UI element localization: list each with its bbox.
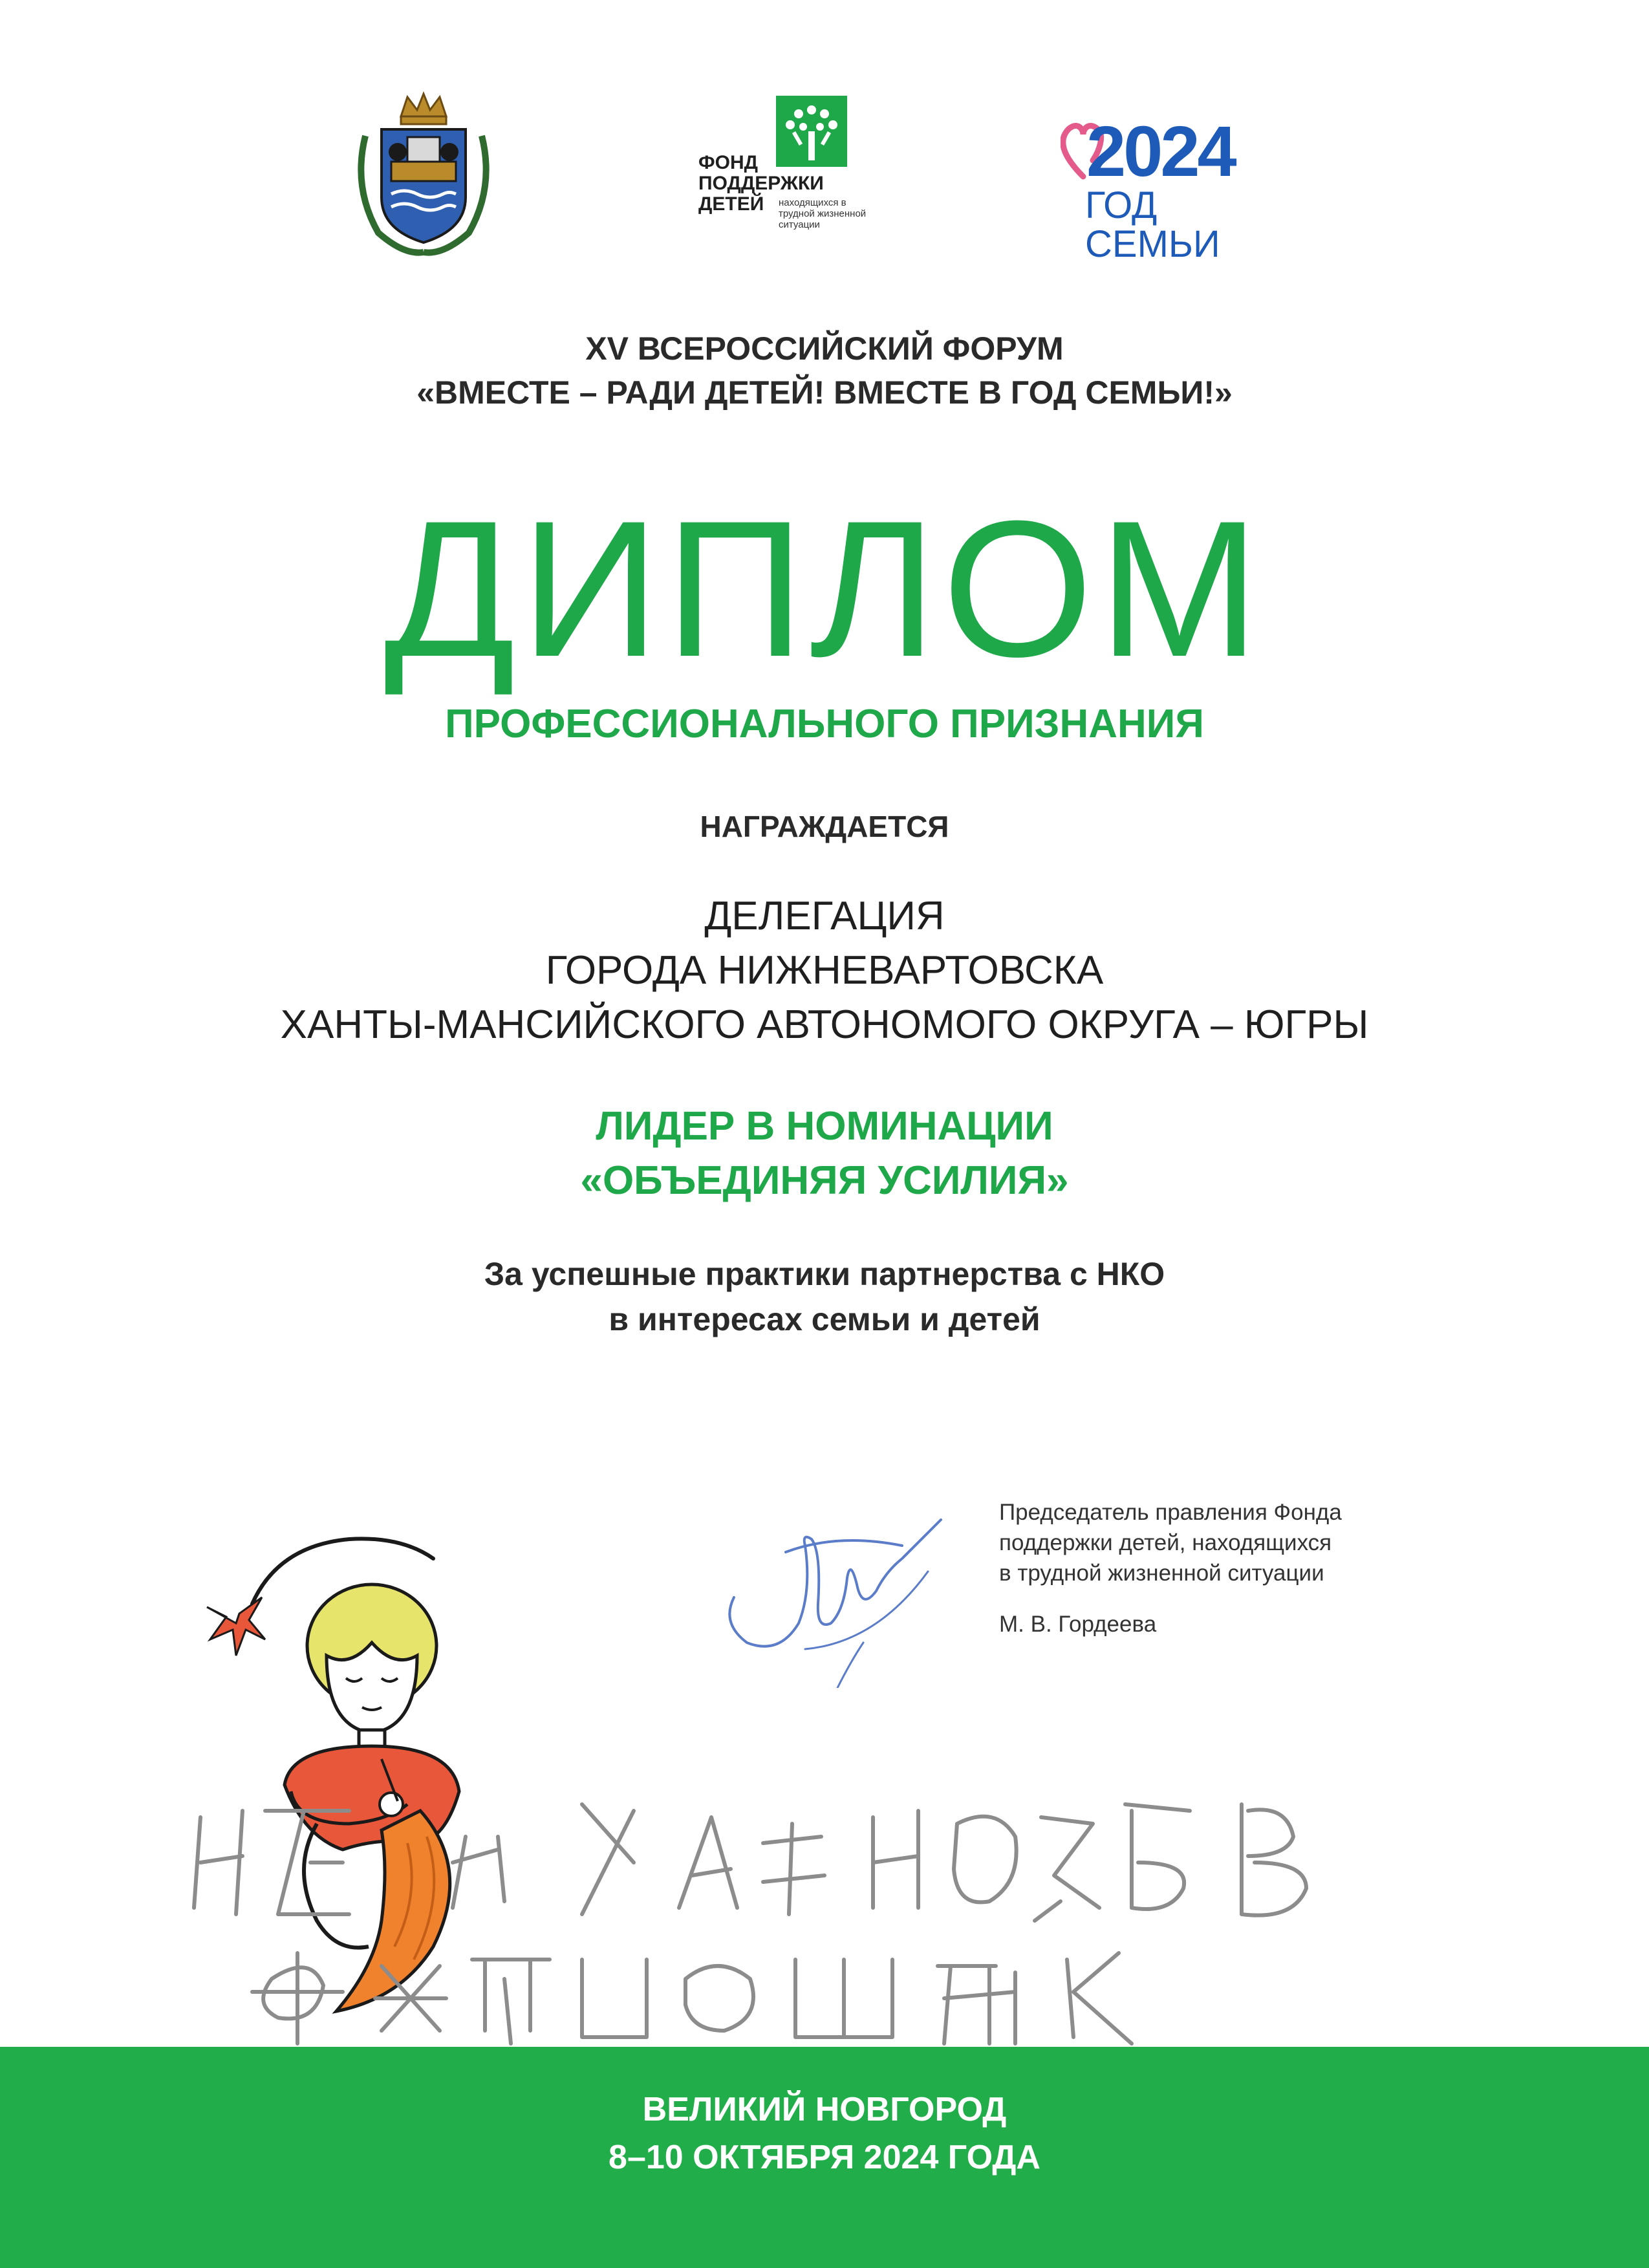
diploma-subtitle: ПРОФЕССИОНАЛЬНОГО ПРИЗНАНИЯ — [445, 702, 1204, 746]
forum-title-line1: XV ВСЕРОССИЙСКИЙ ФОРУМ — [585, 330, 1064, 367]
year-number: 2024 — [1086, 112, 1234, 191]
fund-name-line2: ПОДДЕРЖКИ — [698, 173, 824, 194]
fund-name-line1: ФОНД — [698, 152, 758, 173]
award-reason-line2: в интересах семьи и детей — [609, 1301, 1040, 1337]
fund-subtitle: находящихся в трудной жизненной ситуации — [779, 197, 867, 230]
awarded-label: НАГРАЖДАЕТСЯ — [700, 810, 949, 843]
footer-text — [0, 2086, 1649, 2181]
year-of-family-logo — [1061, 103, 1255, 265]
award-reason-line1: За успешные практики партнерства с НКО — [484, 1256, 1165, 1292]
fund-logo — [698, 91, 867, 259]
signer-position-line2: поддержки детей, находящихся — [999, 1530, 1332, 1555]
forum-title-line2: «ВМЕСТЕ – РАДИ ДЕТЕЙ! ВМЕСТЕ В ГОД СЕМЬИ!» — [416, 374, 1233, 411]
signer-position-line1: Председатель правления Фонда — [999, 1500, 1342, 1525]
handwritten-doodle — [181, 1707, 1449, 2057]
recipient — [0, 889, 1649, 1052]
footer-dates: 8–10 ОКТЯБРЯ 2024 ГОДА — [609, 2139, 1040, 2176]
fund-name-line3: ДЕТЕЙ — [698, 193, 764, 215]
recipient-line1: ДЕЛЕГАЦИЯ — [704, 894, 945, 938]
diploma-title: ДИПЛОМ — [383, 480, 1266, 697]
award-reason — [0, 1251, 1649, 1342]
nomination-line1: ЛИДЕР В НОМИНАЦИИ — [596, 1104, 1053, 1149]
nomination — [0, 1099, 1649, 1208]
coat-of-arms-emblem — [346, 91, 501, 259]
signature-image — [708, 1494, 986, 1688]
forum-title — [0, 327, 1649, 415]
signer-name: М. В. Гордеева — [999, 1612, 1157, 1637]
signer-position-line3: в трудной жизненной ситуации — [999, 1561, 1324, 1586]
signer-position — [999, 1497, 1452, 1588]
year-caption: ГОД СЕМЬИ — [1085, 184, 1220, 265]
nomination-line2: «ОБЪЕДИНЯЯ УСИЛИЯ» — [580, 1158, 1069, 1203]
recipient-line2: ГОРОДА НИЖНЕВАРТОВСКА — [545, 948, 1104, 993]
footer-city: ВЕЛИКИЙ НОВГОРОД — [642, 2091, 1007, 2128]
recipient-line3: ХАНТЫ-МАНСИЙСКОГО АВТОНОМОГО ОКРУГА – ЮГРЫ — [280, 1002, 1369, 1047]
